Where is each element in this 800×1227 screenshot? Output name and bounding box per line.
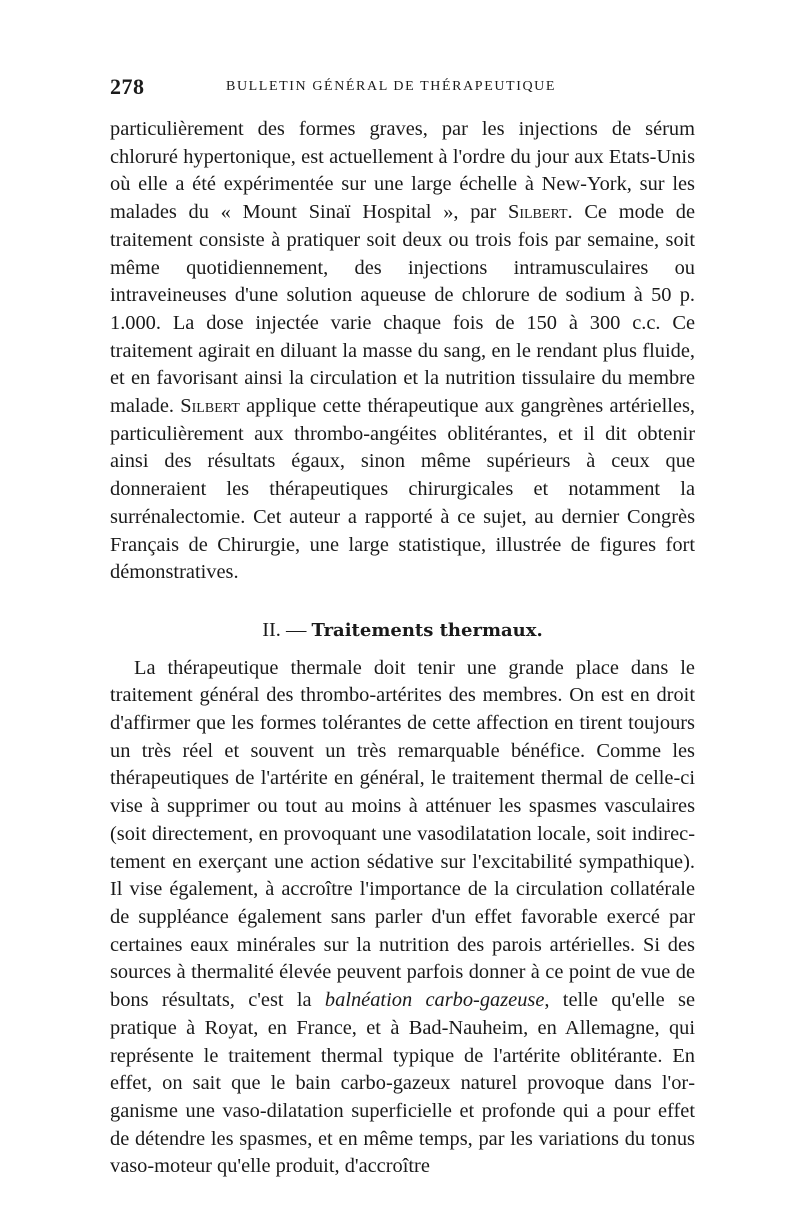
paragraph-serum-injections — [110, 116, 695, 587]
paragraph-thermal-treatment — [110, 655, 695, 1181]
author-name: Silbert — [508, 201, 568, 224]
author-name: Silbert — [180, 395, 240, 418]
body-text — [110, 116, 695, 1181]
section-number: II. — — [262, 618, 312, 641]
paragraph-2-text-a: La thérapeutique thermale doit tenir une grande place dans le traitement général des thrombo-artérites des membres. On est en droit d'affirmer que les formes tolérantes de cette affection en tirent toujours un très réel et souvent un très remarquable bénéfice. Comme les thérapeutiques de l'artérite en général, le traitement thermal de celle-ci vise à supprimer ou tout au moins à atténuer les spasmes vasculaires (soit directement, en provoquant une vasodilatation locale, soit indirectement en exerçant une action sédative sur l'excitabilité sympathique). Il vise également, à accroître l'importance de la circulation collatérale de suppléance également sans parler d'un effet favorable exercé par certaines eaux minérales sur la nutrition des parois artérielles. Si des sources à thermalité élevée peuvent parfois donner à ce point de vue de bons résultats, c'est la — [110, 656, 695, 1012]
section-heading — [110, 617, 695, 645]
italic-term: balnéation carbo-gazeuse — [324, 989, 545, 1012]
paragraph-2-text-b: , telle qu'elle se pratique à Royat, en France, et à Bad-Nauheim, en Allemagne, qui représente le traitement thermal typique de l'artérite oblitérante. En effet, on sait que le bain carbo-gazeux naturel provoque dans l'organisme une vaso-dilatation superficielle et profonde qui a pour effet de détendre les spasmes, et en même temps, par les variations du tonus vaso-moteur qu'elle produit, d'accroître — [110, 989, 695, 1178]
paragraph-1-text-b: . Ce mode de traitement consiste à pratiquer soit deux ou trois fois par semaine, soit même quotidiennement, des injections intramusculaires ou intraveineuses d'une solution aqueuse de chlorure de sodium à 50 p. 1.000. La dose injectée varie chaque fois de 150 à 300 c.c. Ce traitement agirait en diluant la masse du sang, en le rendant plus fluide, et en favorisant ainsi la circulation et la nutrition tissulaire du membre malade. — [110, 201, 695, 418]
running-head — [110, 74, 695, 106]
paragraph-1-text-a: particulièrement des formes graves, par les injections de sérum chloruré hypertonique, est actuellement à l'ordre du jour aux Etats-Unis où elle a été expérimentée sur une large échelle à New-York, sur les malades du « Mount Sinaï Hospital », par — [110, 118, 695, 224]
page-number: 278 — [110, 74, 145, 99]
journal-title: BULLETIN GÉNÉRAL DE THÉRAPEUTIQUE — [226, 79, 557, 94]
section-title: Traitements thermaux. — [311, 619, 543, 641]
paragraph-1-text-c: applique cette thérapeutique aux gangrènes artérielles, particulièrement aux thrombo-angéites oblitérantes, et il dit obtenir ainsi des résultats égaux, sinon même supérieurs à ceux que donneraient les thérapeutiques chirurgicales et notamment la surrénalectomie. Cet auteur a rapporté à ce sujet, au dernier Congrès Français de Chirurgie, une large statistique, illustrée de figures fort démonstratives. — [110, 395, 695, 584]
